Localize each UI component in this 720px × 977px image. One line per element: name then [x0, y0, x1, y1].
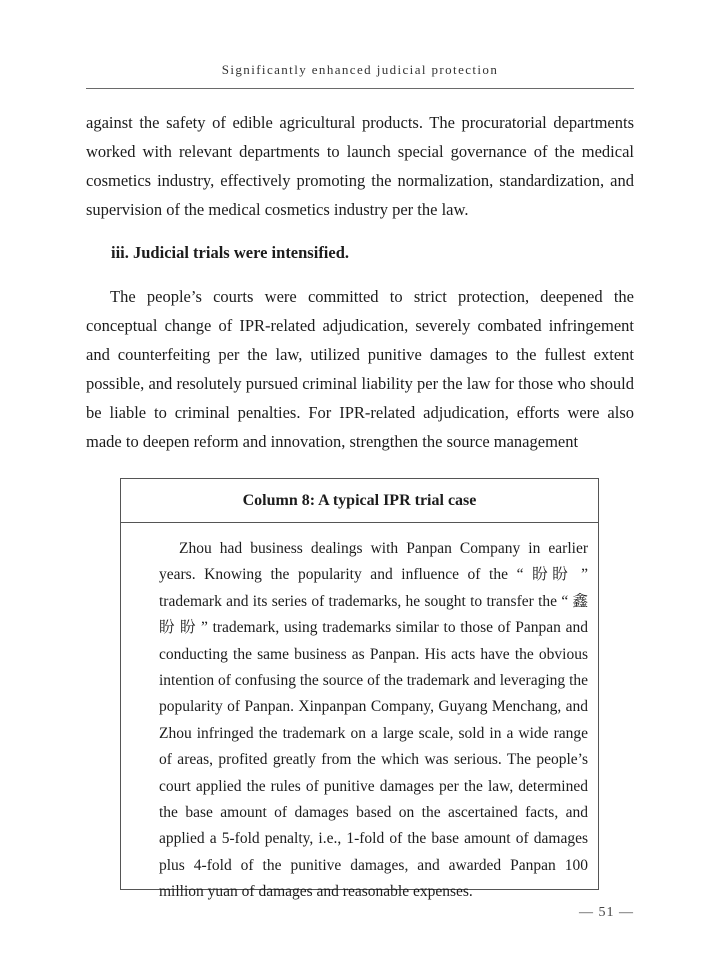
page-number: — 51 — — [579, 905, 634, 920]
body-paragraph: The people’s courts were committed to strict protection, deepened the conceptual change of IPR-related adjudication, severely combated infringement and counterfeiting per the law, utilized punitive damages to the fullest extent possible, and resolutely pursued criminal liability per the law for those who should be liable to criminal penalties. For IPR-related adjudication, efforts were also made to deepen reform and innovation, strengthen the source management — [86, 287, 634, 451]
case-column-box — [120, 478, 599, 901]
column-text: Zhou had business dealings with Panpan Company in earlier years. Knowing the popularity and influence of the “ 盼盼 ” trademark and its series of trademarks, he sought to transfer the “ 鑫 盼 盼 ” trademark, using trademarks similar to those of Panpan and conducting the same business as Panpan. His acts have the obvious intention of confusing the source of the trademark and leveraging the popularity of Panpan. Xinpanpan Company, Guyang Menchang, and Zhou infringed the trademark on a large scale, sold in a wide range of areas, profited greatly from the which was serious. The people’s court applied the rules of punitive damages per the law, determined the base amount of damages based on the ascertained facts, and applied a 5-fold penalty, i.e., 1-fold of the base amount of damages plus 4-fold of the punitive damages, and awarded Panpan 100 million yuan of damages and reasonable expenses. — [159, 540, 588, 901]
section-heading: iii. Judicial trials were intensified. — [111, 243, 350, 262]
body-paragraph: against the safety of edible agricultural products. The procuratorial departments worked with relevant departments to launch special governance of the medical cosmetics industry, effectively promoting the normalization, standardization, and supervision of the medical cosmetics industry per the law. — [86, 113, 634, 219]
column-body — [121, 523, 598, 906]
header-rule — [86, 88, 634, 89]
column-title: Column 8: A typical IPR trial case — [121, 479, 598, 523]
running-header: Significantly enhanced judicial protection — [221, 62, 499, 77]
